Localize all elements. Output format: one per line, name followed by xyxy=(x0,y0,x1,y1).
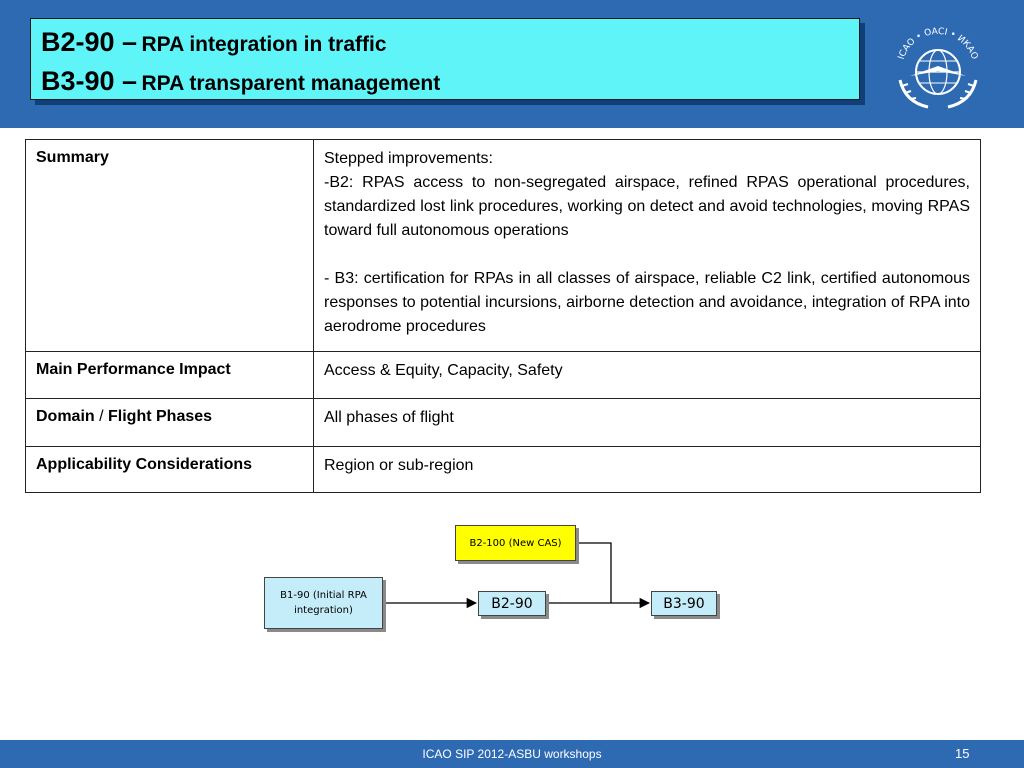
node-b2-100 xyxy=(455,525,576,561)
summary-b2: -B2: RPAS access to non-segregated airspace, refined RPAS operational procedures, standardized lost link procedures, working on detect and avoid technologies, moving RPAS toward full autonomous operations xyxy=(324,174,970,239)
title-code-b2-90: B2-90 – xyxy=(41,27,138,57)
node-b3-90 xyxy=(651,591,717,616)
node-b2-90-label: B2-90 xyxy=(491,595,533,612)
summary-value xyxy=(314,140,981,352)
node-b3-90-label: B3-90 xyxy=(663,595,705,612)
footer-band xyxy=(0,740,1024,768)
title-line-1 xyxy=(41,25,849,64)
paragraph-gap xyxy=(324,243,970,267)
footer-text: ICAO SIP 2012-ASBU workshops xyxy=(422,747,602,761)
node-b2-100-label: B2-100 (New CAS) xyxy=(469,537,562,549)
applicability-label: Applicability Considerations xyxy=(26,447,314,493)
title-code-b3-90: B3-90 – xyxy=(41,66,138,96)
node-b1-90-label-line1: B1-90 (Initial RPA xyxy=(280,590,367,601)
node-b2-90 xyxy=(478,591,546,616)
node-b1-90-label-line2: integration) xyxy=(294,605,353,616)
domain-label-separator: / xyxy=(94,408,109,425)
title-text-b2-90: RPA integration in traffic xyxy=(141,33,387,56)
slide-title xyxy=(30,18,860,100)
logo-text: ICAO • OACI • ИКАО xyxy=(896,26,980,61)
header-band xyxy=(0,0,1024,128)
title-line-2 xyxy=(41,64,849,103)
summary-b3: - B3: certification for RPAs in all classes of airspace, reliable C2 link, certified autonomous responses to potential incursions, airborne detection and avoidance, integration of RPA into aerodrome procedures xyxy=(324,270,970,335)
domain-label xyxy=(26,399,314,447)
table-row-applicability xyxy=(26,447,981,493)
summary-intro: Stepped improvements: xyxy=(324,150,493,167)
table-row-performance-impact xyxy=(26,352,981,399)
domain-label-flight-phases: Flight Phases xyxy=(108,408,213,425)
icao-logo-icon xyxy=(880,10,995,125)
performance-impact-value: Access & Equity, Capacity, Safety xyxy=(314,352,981,399)
page-number: 15 xyxy=(955,746,970,761)
module-info-table xyxy=(25,139,981,493)
performance-impact-label: Main Performance Impact xyxy=(26,352,314,399)
node-b1-90 xyxy=(264,577,383,629)
table-row-summary xyxy=(26,140,981,352)
table-row-domain xyxy=(26,399,981,447)
domain-label-domain: Domain xyxy=(36,408,95,425)
domain-value: All phases of flight xyxy=(314,399,981,447)
connector-b2-100-to-b3-90 xyxy=(576,543,611,603)
applicability-value: Region or sub-region xyxy=(314,447,981,493)
summary-label: Summary xyxy=(26,140,314,352)
svg-text:ICAO • OACI • ИКАО xyxy=(897,27,979,61)
title-text-b3-90: RPA transparent management xyxy=(141,72,441,95)
